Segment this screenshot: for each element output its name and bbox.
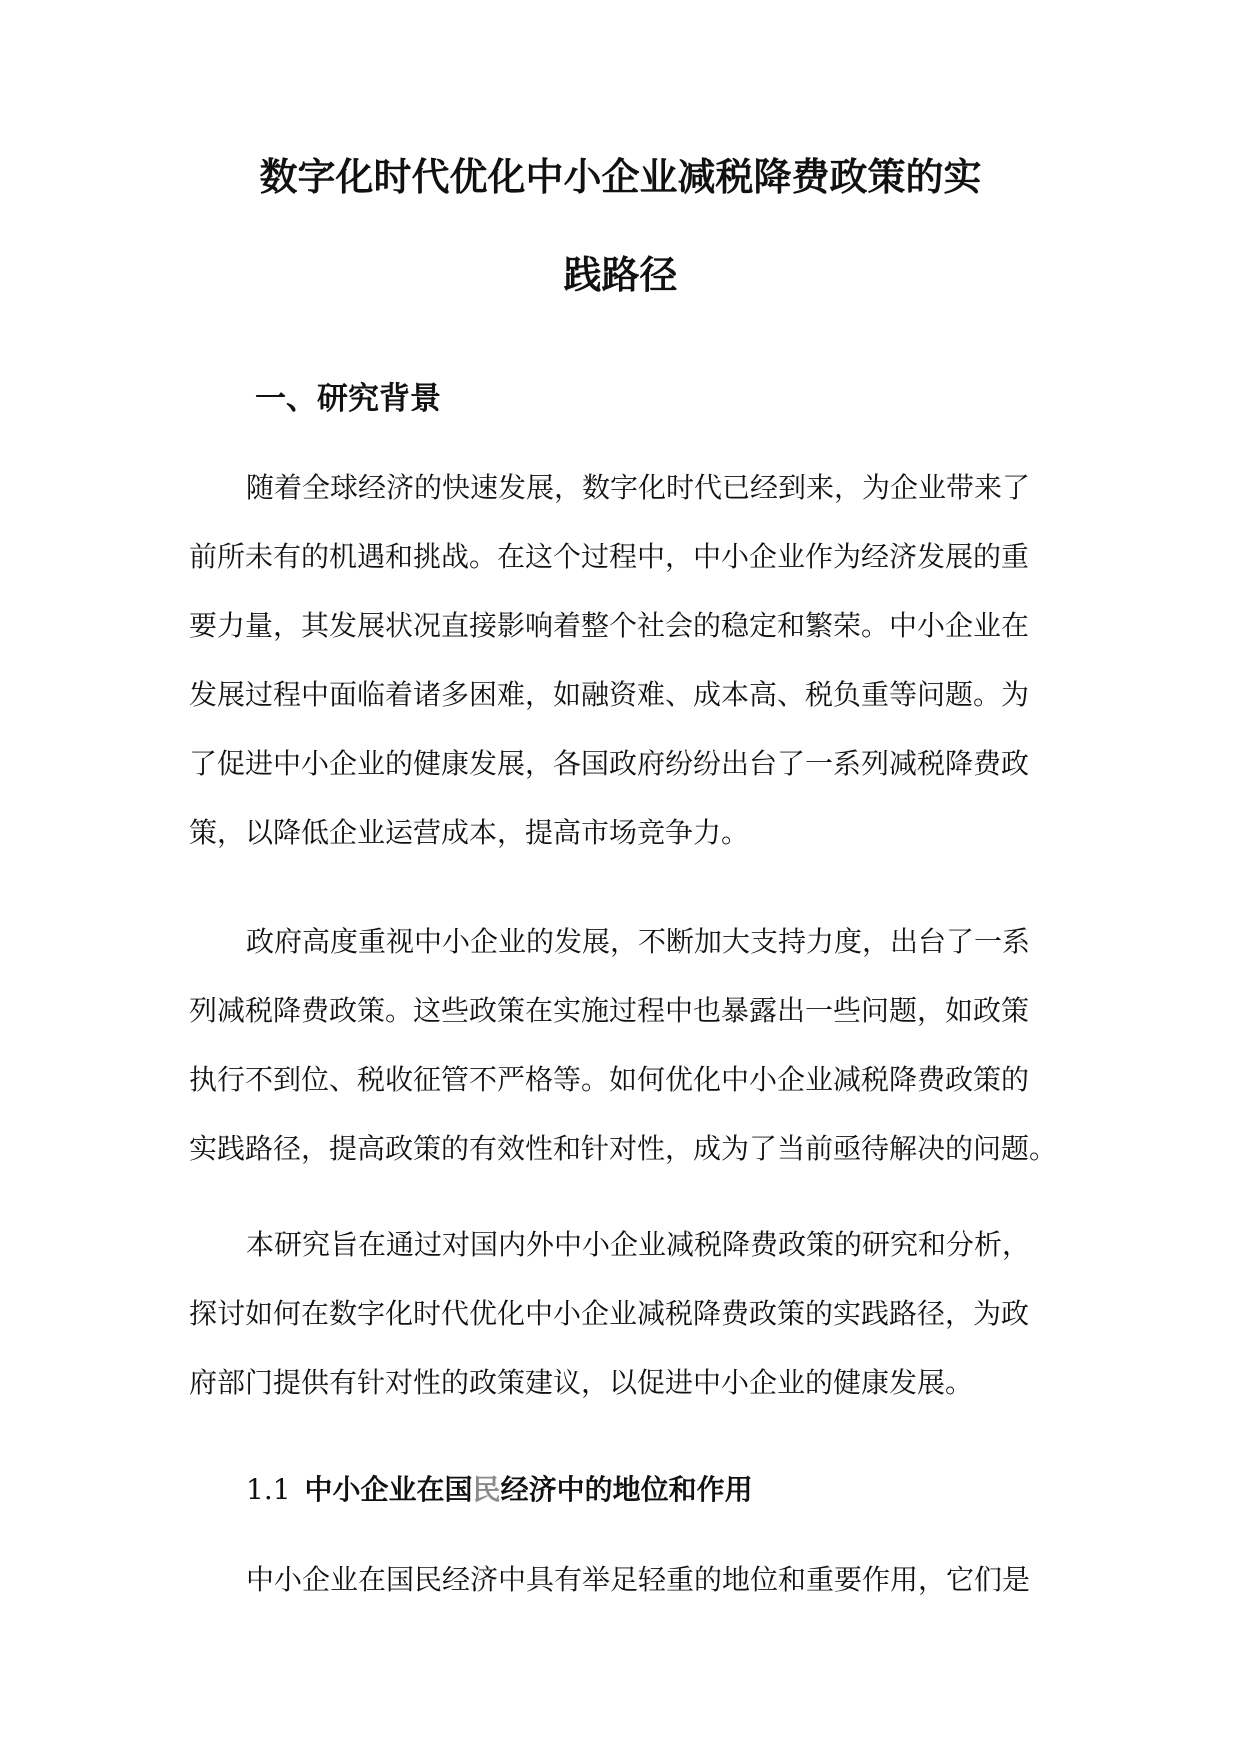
document-title-line-2: 践路径 [563,252,678,297]
paragraph-1-line-6: 策，以降低企业运营成本，提高市场竞争力。 [189,816,750,849]
document-title-line-1: 数字化时代优化中小企业减税降费政策的实 [259,154,982,199]
paragraph-1-line-5: 了促进中小企业的健康发展，各国政府纷纷出台了一系列减税降费政 [189,747,1030,780]
paragraph-3-line-2: 探讨如何在数字化时代优化中小企业减税降费政策的实践路径，为政 [189,1297,1030,1330]
section-heading-research-background: 一、研究背景 [255,381,441,417]
paragraph-3-line-1: 本研究旨在通过对国内外中小企业减税降费政策的研究和分析， [246,1228,1031,1261]
subsection-number: 1.1 [246,1473,291,1506]
subsection-title-part-c: 经济中的地位和作用 [500,1473,753,1506]
subsection-title-part-a: 中小企业在国 [304,1473,473,1506]
subsection-title-part-b: 民 [472,1473,501,1506]
paragraph-2-line-1: 政府高度重视中小企业的发展，不断加大支持力度，出台了一系 [246,925,1031,958]
paragraph-2-line-2: 列减税降费政策。这些政策在实施过程中也暴露出一些问题，如政策 [189,994,1030,1027]
paragraph-1-line-4: 发展过程中面临着诸多困难，如融资难、成本高、税负重等问题。为 [189,678,1030,711]
paragraph-1-line-3: 要力量，其发展状况直接影响着整个社会的稳定和繁荣。中小企业在 [189,609,1030,642]
paragraph-1-line-2: 前所未有的机遇和挑战。在这个过程中，中小企业作为经济发展的重 [189,540,1030,573]
paragraph-4-line-1: 中小企业在国民经济中具有举足轻重的地位和重要作用，它们是 [246,1563,1031,1596]
paragraph-1-line-1: 随着全球经济的快速发展，数字化时代已经到来，为企业带来了 [246,471,1031,504]
subsection-heading-1-1 [246,1470,753,1510]
paragraph-2-line-4: 实践路径，提高政策的有效性和针对性，成为了当前亟待解决的问题。 [189,1132,1058,1165]
paragraph-3-line-3: 府部门提供有针对性的政策建议，以促进中小企业的健康发展。 [189,1366,974,1399]
paragraph-2-line-3: 执行不到位、税收征管不严格等。如何优化中小企业减税降费政策的 [189,1063,1030,1096]
